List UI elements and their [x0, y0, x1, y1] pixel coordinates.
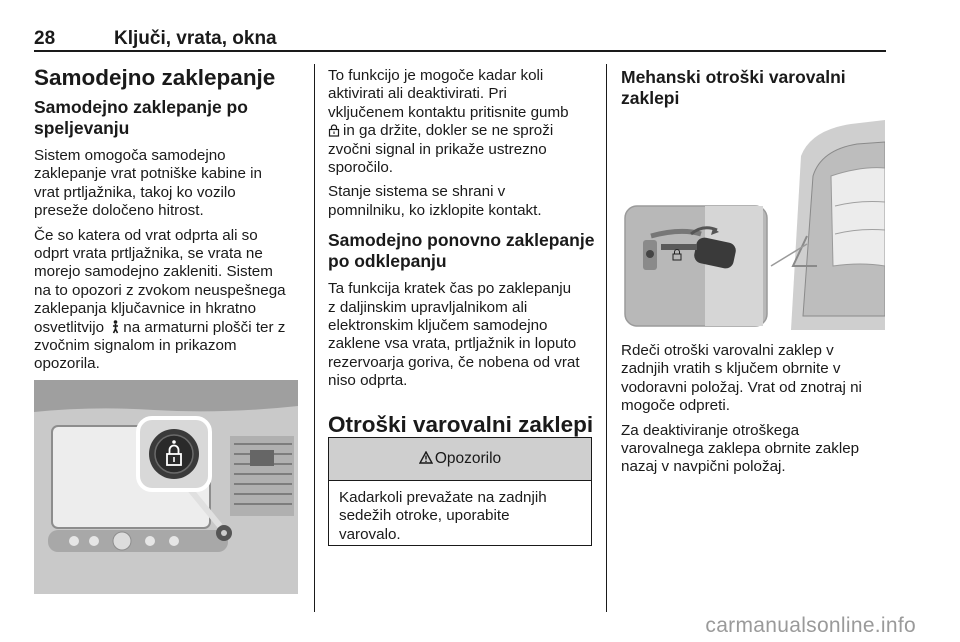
child-lock-illustration	[621, 116, 885, 330]
paragraph-auto-lock: Sistem omogoča samodejno zaklepanje vrat potniške kabine in vrat prtljažnika, takoj ko vozilo preseže določeno hitrost.	[34, 147, 262, 220]
column-divider-2	[606, 64, 607, 612]
column-3	[621, 67, 887, 117]
chapter-title: Ključi, vrata, okna	[114, 28, 277, 49]
warning-triangle-icon	[419, 451, 433, 464]
section-child-locks-title: Otroški varovalni zaklepi	[328, 411, 594, 437]
subsection-relock-title: Samodejno ponovno zaklepanje po odklepanju	[328, 230, 595, 272]
paragraph-child-lock-release: Za deaktiviranje otroškega varovalnega zaklepa obrnite zaklep nazaj v navpični položaj.	[621, 421, 860, 476]
dashboard-illustration	[34, 380, 298, 594]
warning-header: Opozorilo	[329, 438, 591, 481]
column-3-text	[621, 342, 887, 483]
paragraph-relock: Ta funkcija kratek čas po zaklepanju z daljinskim upravljalnikom ali elektronskim ključem samodejno zaklene vsa vrata, prtljažnik in loputo rezervoarja goriva, če nobena od vrat niso odprta.	[328, 280, 580, 390]
subsection-title: Samodejno zaklepanje po speljevanju	[34, 97, 248, 138]
paragraph-memory: Stanje sistema se shrani v pomnilniku, ko izklopite kontakt.	[328, 183, 542, 219]
page-number: 28	[34, 28, 56, 49]
watermark: carmanualsonline.info	[705, 614, 916, 637]
paragraph-door-open: Če so katera od vrat odprta ali so odprt vrata prtljažnika, se vrata ne morejo samodejno zakleniti. Sistem na to opozori z zvokom neuspešnega zaklepanja ključavnice in hkratno osvetlitvijo na armaturni plošči ter z zvočnim signalom in prikazom opozorila.	[34, 226, 286, 373]
column-1	[34, 64, 304, 380]
section-title: Samodejno zaklepanje	[34, 65, 276, 90]
paragraph-activate: To funkcijo je mogoče kadar koli aktivirati ali deaktivirati. Pri vključenem kontaktu pritisnite gumb in ga držite, dokler se ne sproži zvočni signal in prikaže ustrezno sporočilo.	[328, 67, 569, 177]
warning-body: Kadarkoli prevažate na zadnjih sedežih otroke, uporabite varovalo.	[339, 489, 547, 543]
lock-icon	[328, 124, 340, 137]
header-rule	[34, 50, 886, 52]
subsection-mechanical-title: Mehanski otroški varovalni zaklepi	[621, 67, 846, 108]
warning-box	[328, 437, 592, 546]
paragraph-child-lock-engage: Rdeči otroški varovalni zaklep v zadnjih vratih s ključem obrnite v vodoravni položaj. Vrat od znotraj ni mogoče odpreti.	[621, 342, 862, 415]
column-2	[328, 67, 598, 444]
column-divider-1	[314, 64, 315, 612]
door-open-icon	[111, 320, 120, 334]
